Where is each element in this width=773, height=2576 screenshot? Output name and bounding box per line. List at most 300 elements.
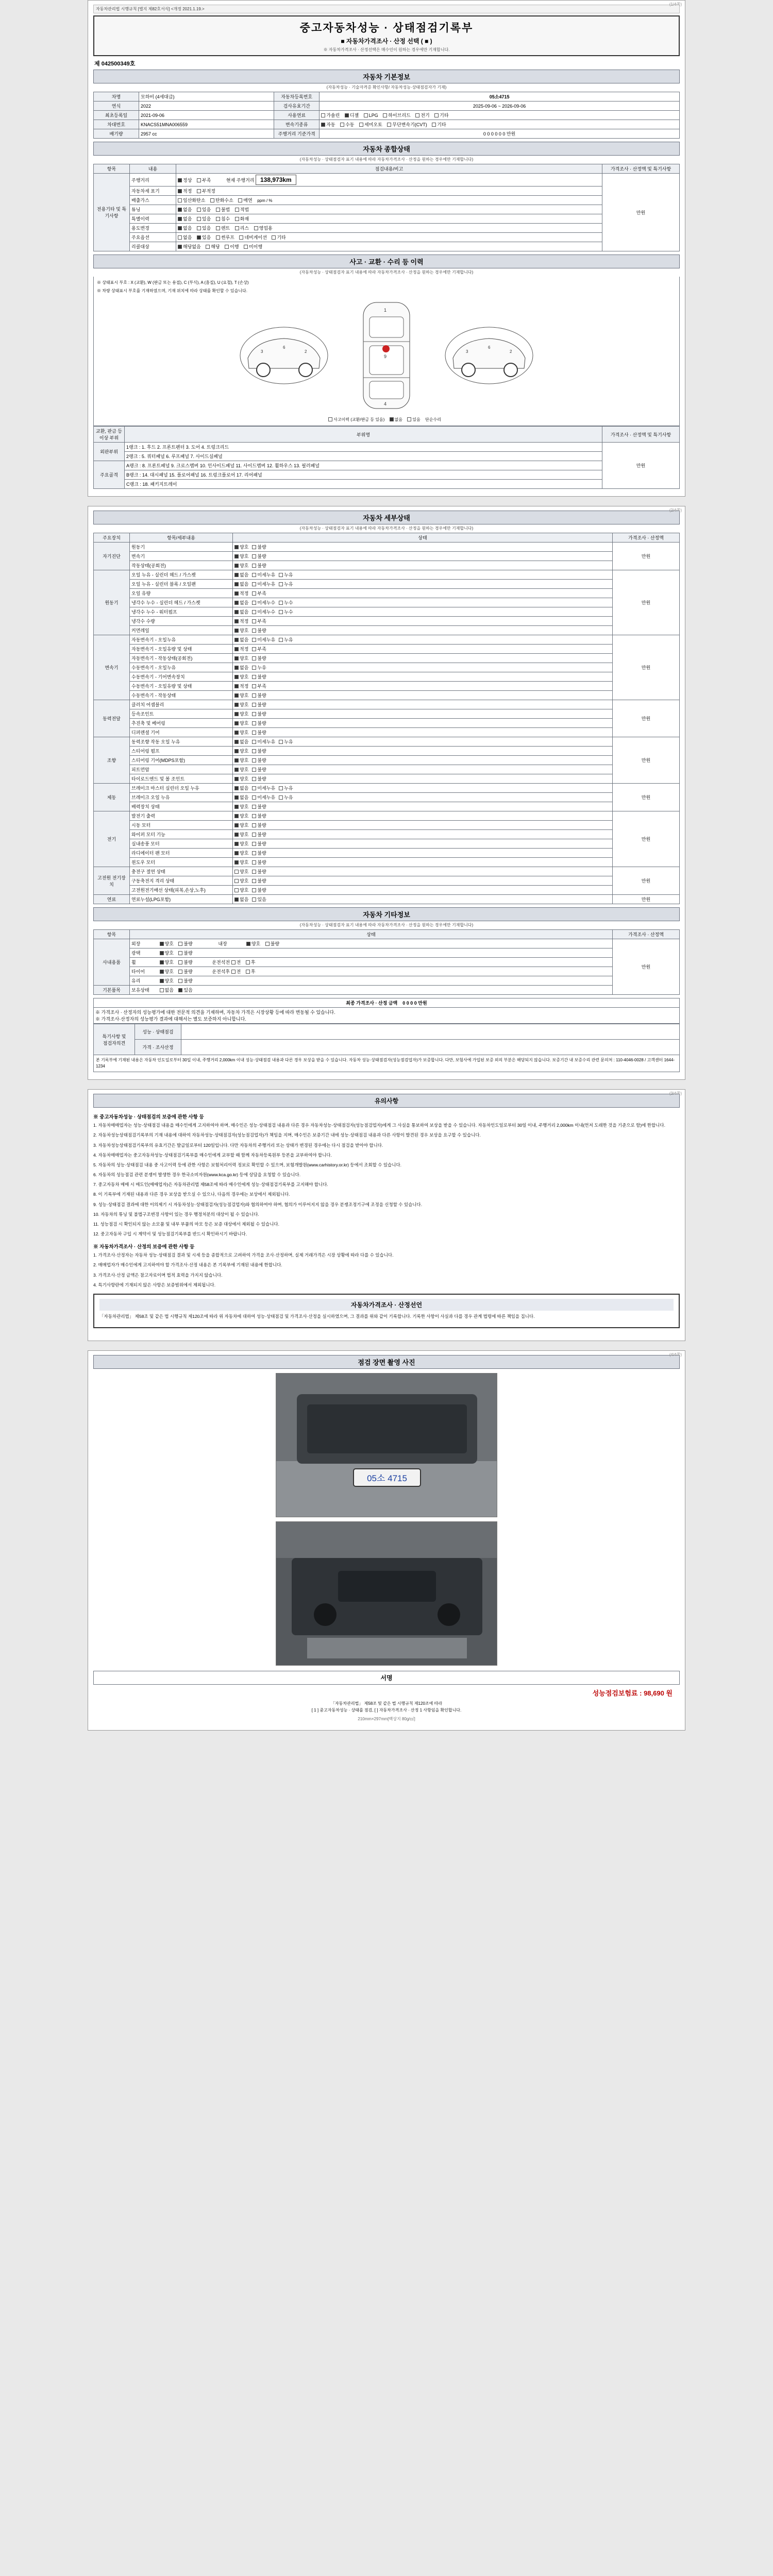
table-row	[94, 839, 680, 849]
transmission-option[interactable]: 무단변속기(CVT)	[387, 121, 427, 128]
option[interactable]: 누유	[279, 581, 293, 587]
option[interactable]: 불량	[252, 850, 266, 856]
option[interactable]: 부족	[252, 590, 266, 597]
section-overall-title: 자동차 종합상태	[93, 142, 680, 156]
option[interactable]: 있음	[197, 215, 211, 222]
row-options[interactable]	[130, 967, 613, 976]
table-row	[94, 187, 680, 196]
fuel-options[interactable]	[320, 111, 680, 120]
page-4	[88, 1350, 685, 1730]
option[interactable]: 양호	[234, 766, 248, 773]
option[interactable]: 적정	[234, 618, 248, 624]
option[interactable]: 없음	[234, 785, 248, 791]
option[interactable]: 양호	[160, 950, 174, 956]
emission-units: ppm / %	[257, 198, 273, 204]
option[interactable]: 미이행	[244, 243, 262, 250]
option[interactable]: 양호	[246, 940, 260, 947]
row-options[interactable]	[233, 635, 613, 645]
option[interactable]: 미세누유	[252, 581, 275, 587]
table-row	[94, 719, 680, 728]
field-value: 모하비 (4세대급)	[139, 92, 274, 101]
row-options[interactable]	[233, 607, 613, 617]
row-options[interactable]	[176, 242, 602, 251]
notice-items	[93, 1122, 680, 1238]
option[interactable]: 누유	[252, 664, 266, 671]
row-options[interactable]	[233, 811, 613, 821]
option[interactable]: 없음	[234, 794, 248, 801]
option[interactable]: 해당없음	[178, 243, 201, 250]
fuel-option[interactable]: 기타	[434, 112, 448, 118]
row-options[interactable]	[233, 719, 613, 728]
notice-subtitle: ※ 중고자동차성능 · 상태점검의 보증에 관한 사항 등	[93, 1114, 204, 1121]
table-row	[94, 886, 680, 895]
row-options[interactable]	[233, 700, 613, 709]
option[interactable]: 없음	[178, 206, 192, 213]
option[interactable]: 양호	[234, 803, 248, 810]
option[interactable]: 네비게이션	[239, 234, 266, 241]
option[interactable]: 매연	[238, 197, 252, 204]
option[interactable]: 미세누유	[252, 794, 275, 801]
table-row	[94, 120, 680, 129]
exclusion-item: 1. 가격조사·산정자는 자동차 성능·상태점검 결과 및 시세 등을 종합적으로 고려하여 가격을 조사·산정하며, 실제 거래가격은 시장 상황에 따라 다를 수 있습니다.	[93, 1252, 394, 1258]
section-detail-title: 자동차 세부상태	[93, 511, 680, 524]
table-row	[94, 242, 680, 251]
svg-text:1: 1	[384, 308, 387, 313]
remarks-table	[93, 1024, 680, 1055]
row-item: 광택	[131, 951, 141, 956]
option[interactable]: 누수	[279, 599, 293, 606]
diagram-legend	[97, 417, 676, 422]
exclusion-item: 4. 특기사항란에 기재되지 않은 사항은 보증범위에서 제외됩니다.	[93, 1282, 216, 1287]
table-row	[94, 728, 680, 737]
rank-label: B랭크	[126, 472, 139, 478]
row-options[interactable]	[233, 765, 613, 774]
col-header: 상태	[130, 930, 613, 939]
option[interactable]: 불량	[252, 673, 266, 680]
row-options[interactable]	[176, 205, 602, 214]
option[interactable]: 불량	[252, 887, 266, 893]
table-row	[94, 737, 680, 747]
option[interactable]: 없음	[178, 225, 192, 231]
option[interactable]: 불량	[252, 720, 266, 726]
row-options[interactable]	[130, 948, 613, 958]
row-options[interactable]	[233, 561, 613, 570]
option[interactable]: 불량	[252, 877, 266, 884]
row-options[interactable]	[233, 580, 613, 589]
option[interactable]: 부족	[252, 618, 266, 624]
option[interactable]: 양호	[234, 887, 248, 893]
table-row	[94, 830, 680, 839]
table-row	[94, 700, 680, 709]
option[interactable]: 없음	[234, 664, 248, 671]
row-item: 충전구 절연 상태	[130, 867, 233, 876]
fuel-option[interactable]: 전기	[415, 112, 429, 118]
notice-item: 8. 이 기록부에 기재된 내용과 다른 경우 보상을 받으실 수 있으나, 다음의 경우에는 보상에서 제외됩니다.	[93, 1192, 290, 1197]
field-value: KNACS51MNA006559	[139, 120, 274, 129]
option[interactable]: 양호	[234, 877, 248, 884]
row-options[interactable]	[233, 543, 613, 552]
row-group-label: 고전원 전기장치	[94, 867, 130, 895]
row-options[interactable]	[130, 939, 613, 948]
section-detail-sub: (자동차성능 · 상태점검자 표기 내용에 따라 자동차가격조사 · 산정을 원하는 경우에만 기재합니다)	[299, 526, 474, 531]
transmission-option[interactable]: 자동	[321, 121, 335, 128]
option[interactable]: 미세누유	[252, 571, 275, 578]
option[interactable]: 있음	[197, 206, 211, 213]
option[interactable]: 일산화탄소	[178, 197, 205, 204]
option[interactable]: 양호	[234, 729, 248, 736]
page-tag-1: (1/4쪽)	[669, 2, 682, 7]
row-item: 외장	[131, 941, 141, 947]
row-options[interactable]	[233, 617, 613, 626]
option[interactable]: 양호	[234, 692, 248, 699]
notice-item: 1. 자동차매매업자는 성능·상태점검 내용을 매수인에게 고지하여야 하며, 매수인은 성능·상태점검 내용과 다른 경우 자동차성능·상태점검자(성능점검업자)에게 그 사실을 통보하여 보상을 받을 수 있습니다. 자동차인도일로부터 30일 이내, 주행거리 2,000km 이내(먼저 도래한 것을 기준으로 함)에 한합니다.	[93, 1123, 665, 1128]
remarks-row-label: 가격 · 조사산정	[135, 1040, 181, 1055]
row-options[interactable]	[233, 626, 613, 635]
price-note: 만원	[636, 463, 646, 469]
fuel-option[interactable]: 가솔린	[321, 112, 340, 118]
option[interactable]: 리스	[235, 225, 249, 231]
option[interactable]: 불량	[178, 940, 192, 947]
option[interactable]: 양호	[234, 775, 248, 782]
option[interactable]: 불량	[252, 868, 266, 875]
legend-option[interactable]: 있음	[407, 417, 420, 422]
row-options[interactable]	[130, 986, 613, 995]
option[interactable]: 누유	[279, 571, 293, 578]
option[interactable]: 적정	[234, 590, 248, 597]
notice-title: 유의사항	[93, 1094, 680, 1108]
row-item: 수동변속기 - 기어변속장치	[130, 672, 233, 682]
option[interactable]: 양호	[234, 757, 248, 764]
option[interactable]: 양호	[234, 831, 248, 838]
option[interactable]: 누유	[279, 785, 293, 791]
row-options[interactable]	[233, 552, 613, 561]
inspection-photo-underbody	[276, 1521, 497, 1666]
option[interactable]: 침수	[216, 215, 230, 222]
option[interactable]: 없음	[160, 987, 174, 993]
row-options[interactable]	[233, 682, 613, 691]
option[interactable]: 없음	[234, 571, 248, 578]
row-options[interactable]	[233, 802, 613, 811]
option[interactable]: 부족	[197, 177, 211, 183]
row-options[interactable]	[233, 663, 613, 672]
others-table	[93, 929, 680, 995]
option[interactable]: 불량	[252, 831, 266, 838]
option[interactable]: 탄화수소	[210, 197, 233, 204]
option[interactable]: 누유	[279, 794, 293, 801]
col-header: 가격조사 · 산정액	[613, 533, 680, 543]
rank-label: C랭크	[126, 482, 139, 487]
option[interactable]: 적정	[178, 188, 192, 194]
table-row	[94, 214, 680, 224]
row-options[interactable]	[233, 737, 613, 747]
row-item: 내장	[218, 941, 227, 947]
option[interactable]: 영업용	[254, 225, 273, 231]
row-options[interactable]	[233, 598, 613, 607]
option[interactable]: 후	[246, 968, 256, 975]
row-options[interactable]	[176, 174, 602, 187]
row-options[interactable]	[130, 958, 613, 967]
row-options[interactable]	[233, 774, 613, 784]
row-options[interactable]	[233, 672, 613, 682]
option[interactable]: 불량	[252, 748, 266, 754]
diagram-note-2: ※ 차량 상태표시 부호를 기재하였으며, 기재 위치에 따라 상태를 확인할 수 있습니다.	[97, 289, 247, 294]
row-options[interactable]	[233, 589, 613, 598]
option[interactable]: 누유	[279, 738, 293, 745]
option[interactable]: 미세누유	[252, 636, 275, 643]
option[interactable]: 양호	[234, 562, 248, 569]
svg-text:2: 2	[305, 349, 307, 354]
option[interactable]: 양호	[234, 868, 248, 875]
row-options[interactable]	[233, 849, 613, 858]
field-label: 검사유효기간	[274, 101, 320, 111]
option[interactable]: 화재	[235, 215, 249, 222]
transmission-options[interactable]	[320, 120, 680, 129]
row-options[interactable]	[233, 570, 613, 580]
field-label: 변속기종류	[274, 120, 320, 129]
option[interactable]: 없음	[234, 581, 248, 587]
row-options[interactable]	[176, 233, 602, 242]
price-note-cell: 만원	[613, 895, 680, 904]
option[interactable]: 적법	[235, 206, 249, 213]
frame-items: 1랭크 : 1. 후드 2. 프론트펜더 3. 도어 4. 트렁크리드	[125, 443, 602, 452]
row-group-label: 조향	[94, 737, 130, 784]
option[interactable]: 불량	[178, 959, 192, 965]
option[interactable]: 양호	[234, 748, 248, 754]
table-row	[94, 570, 680, 580]
option[interactable]: 없음	[178, 234, 192, 241]
option[interactable]: 불량	[252, 692, 266, 699]
svg-text:4: 4	[384, 401, 387, 407]
row-options[interactable]	[176, 224, 602, 233]
table-row	[94, 1040, 680, 1055]
row-options[interactable]	[233, 886, 613, 895]
option[interactable]: 불량	[252, 544, 266, 550]
option[interactable]: 양호	[234, 627, 248, 634]
option[interactable]: 양호	[234, 850, 248, 856]
option[interactable]: 불량	[252, 553, 266, 560]
option[interactable]: 양호	[234, 655, 248, 662]
option[interactable]: 불량	[252, 822, 266, 828]
option[interactable]: 있음	[252, 896, 266, 903]
option[interactable]: 불량	[252, 803, 266, 810]
option[interactable]: 불량	[252, 766, 266, 773]
table-row	[94, 774, 680, 784]
option[interactable]: 누유	[279, 636, 293, 643]
option[interactable]: 양호	[160, 977, 174, 984]
table-row	[94, 626, 680, 635]
row-options[interactable]	[176, 187, 602, 196]
option[interactable]: 양호	[234, 859, 248, 866]
option[interactable]: 불량	[178, 977, 192, 984]
option[interactable]: 전	[231, 968, 241, 975]
option[interactable]: 양호	[234, 701, 248, 708]
price-summary-note	[94, 1008, 680, 1024]
table-header-row	[94, 164, 680, 174]
row-item: 작동상태(공회전)	[130, 561, 233, 570]
car-diagrams	[97, 296, 676, 415]
option[interactable]: 양호	[234, 544, 248, 550]
option[interactable]: 양호	[160, 959, 174, 965]
option[interactable]: 불량	[252, 729, 266, 736]
option[interactable]: 미세누수	[252, 599, 275, 606]
row-options[interactable]	[233, 728, 613, 737]
option[interactable]: 미세누수	[252, 608, 275, 615]
option[interactable]: 정상	[178, 177, 192, 183]
option[interactable]: 불량	[252, 701, 266, 708]
row-item: 라디에이터 팬 모터	[130, 849, 233, 858]
option[interactable]: 없음	[178, 215, 192, 222]
option[interactable]: 불법	[216, 206, 230, 213]
option[interactable]: 양호	[160, 968, 174, 975]
row-options[interactable]	[233, 895, 613, 904]
option[interactable]: 양호	[234, 673, 248, 680]
fuel-option[interactable]: 디젤	[345, 112, 359, 118]
option[interactable]: 없음	[234, 636, 248, 643]
row-options[interactable]	[176, 196, 602, 205]
row-item: 자동변속기 - 작동상태(공회전)	[130, 654, 233, 663]
row-options[interactable]	[233, 645, 613, 654]
row-options[interactable]	[233, 709, 613, 719]
option[interactable]: 있음	[197, 234, 211, 241]
notice-exclusions	[93, 1252, 680, 1289]
option[interactable]: 미세누유	[252, 738, 275, 745]
option[interactable]: 양호	[234, 812, 248, 819]
option[interactable]: 불량	[252, 775, 266, 782]
option[interactable]: 불량	[252, 859, 266, 866]
table-row	[94, 967, 680, 976]
option[interactable]: 양호	[234, 840, 248, 847]
remarks-value[interactable]	[181, 1040, 680, 1055]
option[interactable]: 불량	[252, 840, 266, 847]
row-options[interactable]	[233, 784, 613, 793]
option[interactable]: 없음	[234, 599, 248, 606]
col-header: 상태	[233, 533, 613, 543]
option[interactable]: 없음	[234, 896, 248, 903]
remarks-value[interactable]	[181, 1024, 680, 1040]
option[interactable]: 부족	[252, 646, 266, 652]
rank-items: 14. 대시패널 15. 플로어패널 16. 트렁크플로어 17. 리어패널	[142, 472, 262, 478]
option[interactable]: 양호	[234, 720, 248, 726]
fee-value: 98,690 원	[644, 1689, 673, 1698]
option[interactable]: 불량	[252, 710, 266, 717]
row-item: 자동차세 표기	[130, 187, 176, 196]
option[interactable]: 미세누유	[252, 785, 275, 791]
row-options[interactable]	[233, 821, 613, 830]
table-row	[94, 784, 680, 793]
legend-option[interactable]: 없음	[390, 417, 402, 422]
row-options[interactable]	[130, 976, 613, 986]
row-item: 배력장치 상태	[130, 802, 233, 811]
row-group-label: 사내용품	[94, 939, 130, 986]
table-row	[94, 224, 680, 233]
table-header-row	[94, 427, 680, 443]
row-options[interactable]	[233, 654, 613, 663]
col-header: 내용	[130, 164, 176, 174]
option[interactable]: 양호	[234, 822, 248, 828]
table-row	[94, 645, 680, 654]
option[interactable]: 양호	[234, 710, 248, 717]
option[interactable]: 부족	[252, 683, 266, 689]
option[interactable]: 불량	[265, 940, 279, 947]
field-value: 2021-09-06	[139, 111, 274, 120]
option[interactable]: 불량	[252, 812, 266, 819]
option[interactable]: 없음	[234, 738, 248, 745]
table-row	[94, 849, 680, 858]
row-group-label: 기본품목	[94, 986, 130, 995]
table-row	[94, 174, 680, 187]
row-options[interactable]	[233, 830, 613, 839]
option[interactable]: 부적정	[197, 188, 215, 194]
transmission-option[interactable]: 기타	[432, 121, 446, 128]
footer-note-1: 「자동차관리법」 제58조 및 같은 법 시행규칙 제120조에 따라	[330, 1701, 443, 1706]
option[interactable]: 기타	[272, 234, 285, 241]
option[interactable]: 불량	[252, 562, 266, 569]
transmission-option[interactable]: 수동	[340, 121, 354, 128]
option[interactable]: 후	[246, 959, 256, 965]
field-label: 자동차등록번호	[274, 92, 320, 101]
option[interactable]: 양호	[234, 553, 248, 560]
table-row	[94, 552, 680, 561]
frame-items: A랭크 : 8. 프론트패널 9. 크로스멤버 10. 인사이드패널 11. 사이드멤버 12. 휠하우스 13. 필러패널	[125, 461, 602, 470]
row-options[interactable]	[233, 747, 613, 756]
row-item: 수동변속기 - 오일누유	[130, 663, 233, 672]
option[interactable]: 없음	[234, 608, 248, 615]
option[interactable]: 양호	[160, 940, 174, 947]
option[interactable]: 적정	[234, 683, 248, 689]
inspection-fee	[93, 1685, 680, 1698]
option[interactable]: 불량	[252, 655, 266, 662]
row-item: 수동변속기 - 오일유량 및 상태	[130, 682, 233, 691]
section-basic-sub: (자동차성능 · 기술자격증 확인사항/ 자동차성능·상태점검자가 기재)	[326, 85, 447, 90]
wheel-position-label: 운전석전	[212, 960, 230, 965]
option[interactable]: 불량	[252, 627, 266, 634]
option[interactable]: 있음	[178, 987, 192, 993]
option[interactable]: 썬루프	[216, 234, 234, 241]
option[interactable]: 렌트	[216, 225, 230, 231]
legend-option[interactable]: 사고이력 (교환/판금 등 있음)	[328, 417, 384, 422]
option[interactable]: 불량	[178, 950, 192, 956]
option[interactable]: 누수	[279, 608, 293, 615]
option[interactable]: 이행	[225, 243, 239, 250]
row-item: 자동변속기 - 오일유량 및 상태	[130, 645, 233, 654]
option[interactable]: 불량	[252, 757, 266, 764]
fuel-option[interactable]: 하이브리드	[383, 112, 410, 118]
row-options[interactable]	[176, 214, 602, 224]
table-row	[94, 589, 680, 598]
table-row	[94, 895, 680, 904]
row-options[interactable]	[233, 756, 613, 765]
option[interactable]: 전	[231, 959, 241, 965]
row-options[interactable]	[233, 858, 613, 867]
row-options[interactable]	[233, 691, 613, 700]
svg-text:3: 3	[261, 349, 263, 354]
remarks-label: 특기사항 및 점검자의견	[94, 1024, 135, 1055]
row-options[interactable]	[233, 793, 613, 802]
row-options[interactable]	[233, 839, 613, 849]
row-options[interactable]	[233, 867, 613, 876]
transmission-option[interactable]: 세미오토	[359, 121, 382, 128]
option[interactable]: 있음	[197, 225, 211, 231]
option[interactable]: 해당	[206, 243, 220, 250]
option[interactable]: 적정	[234, 646, 248, 652]
option[interactable]: 불량	[178, 968, 192, 975]
field-label: 최초등록일	[94, 111, 139, 120]
mileage-label: 현재 주행거리	[226, 178, 255, 183]
fuel-option[interactable]: LPG	[364, 113, 378, 118]
notice-item: 4. 자동차매매업자는 중고자동차성능·상태점검기록부를 매수인에게 교부할 때 함께 자동차등록원부 등본을 교부하여야 합니다.	[93, 1152, 332, 1158]
row-item: 원동기	[130, 543, 233, 552]
row-options[interactable]	[233, 876, 613, 886]
